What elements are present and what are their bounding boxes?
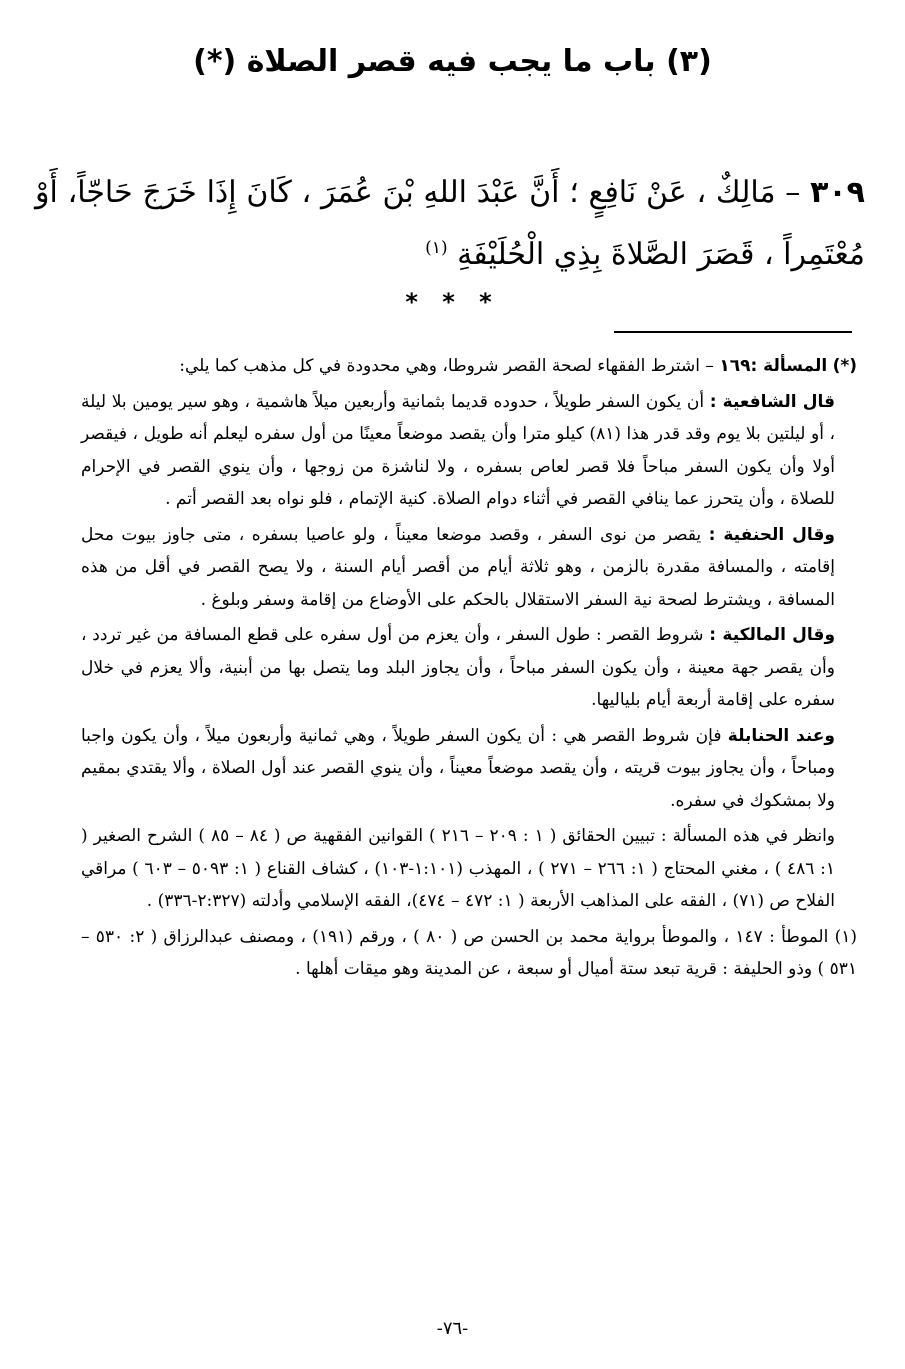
issue-intro [81,350,857,383]
page-number: -٧٦- [436,1318,469,1339]
hadith-block [35,162,865,286]
shafii-paragraph [81,386,857,516]
references-paragraph: وانظر في هذه المسألة : تبيين الحقائق ( ١ : ٢٠٩ – ٢١٦ ) القوانين الفقهية ص ( ٨٤ – ٨٥ ) الشرح الصغير ( ١: ٤٨٦ ) ، مغني المحتاج ( ١: ٢٦٦ – ٢٧١ ) ، المهذب (١:١٠١-١٠٣) ، كشاف القناع ( ١: ٥٠٩٣ – ٦٠٣ ) مراقي الفلاح ص (٧١) ، الفقه على المذاهب الأربعة ( ١: ٤٧٢ – ٤٧٤)، الفقه الإسلامي وأدلته (٢:٣٢٧-٣٣٦) . [81,826,836,911]
hanbali-text: فإن شروط القصر هي : أن يكون السفر طويلاً ، وهي ثمانية وأربعون ميلاً ، وأن يكون واجبا ومباحاً ، وأن يجاوز بيوت قريته ، وأن يقصد موضعاً معيناً ، وأن ينوي القصر عند أول الصلاة ، وألا يقتدي بمقيم ولا بمشكوك في سفره. [81,725,835,811]
hanbali-label: وعند الحنابلة [727,725,835,746]
shafii-text: أن يكون السفر طويلاً ، حدوده قديما بثمانية وأربعين ميلاً هاشمية ، وهو سير يومين بلا ليلة ، أو ليلتين بلا يوم وقد قدر هذا (٨١) كيلو مترا وأن يقصد موضعاً معينًا من أول سفره ليعلم أنه طويل ، فيقصر أولا وأن يكون السفر مباحاً فلا قصر لعاص بسفره ، ولا لناشزة من زوجها ، وأن ينوي القصر في الإحرام للصلاة ، وأن يتحرز عما ينافي القصر في أثناء دوام الصلاة. كنية الإتمام ، فلو نواه بعد القصر أتم . [81,391,835,509]
hanafi-paragraph [81,519,857,617]
hanafi-label: وقال الحنفية : [708,524,835,545]
shafii-label: قال الشافعية : [709,391,835,412]
footnote-number: (١) [834,926,858,947]
chapter-title: (٣) باب ما يجب فيه قصر الصلاة (*) [193,44,712,79]
footnote-paragraph [81,921,857,986]
maliki-paragraph [81,619,857,717]
hadith-footnote-ref: (١) [425,238,448,258]
hanafi-text: يقصر من نوى السفر ، وقصد موضعا معيناً ، ولو عاصيا بسفره ، متى جاوز بيوت محل إقامته ، والمسافة مقدرة بالزمن ، وهو ثلاثة أيام من أقصر أيام السنة ، ولا يصح القصر في أقل من هذه المسافة ، ويشترط لصحة نية السفر الاستقلال بالحكم على الأوضاع من إقامة وسفر وبلوغ . [81,524,835,610]
footnote-divider [614,331,852,333]
hadith-number: ٣٠٩ [810,175,865,210]
maliki-label: وقال المالكية : [709,625,836,645]
maliki-text: شروط القصر : طول السفر ، وأن يعزم من أول سفره على قطع المسافة من غير تردد ، وأن يقصر جهة معينة ، وأن يكون السفر مباحاً ، وأن يجاوز البلد وما يتصل بها من أبنية، وألا يعزم في خلال سفره على إقامة أربعة أيام بلياليها. [81,625,835,710]
issue-intro-text: – اشترط الفقهاء لصحة القصر شروطا، وهي محدودة في كل مذهب كما يلي: [179,356,714,376]
hanbali-paragraph [81,720,857,818]
commentary-marker: (*) [832,356,857,376]
issue-label: المسألة :١٦٩ [719,356,828,376]
footnote-text: الموطأ : ١٤٧ ، والموطأ برواية محمد بن الحسن ص ( ٨٠ ) ، ورقم (١٩١) ، ومصنف عبدالرزاق ( ٢: ٥٣٠ – ٥٣١ ) وذو الحليفة : قرية تبعد ستة أميال أو سبعة ، عن المدينة وهو ميقات أهلها . [81,926,857,979]
section-separator: * * * [405,288,500,316]
commentary-block [81,350,857,989]
hadith-text: – مَالِكٌ ، عَنْ نَافِعٍ ؛ أَنَّ عَبْدَ اللهِ بْنَ عُمَرَ ، كَانَ إِذَا خَرَجَ حَاجّاً، أَوْ مُعْتَمِراً ، قَصَرَ الصَّلاةَ بِذِي الْحُلَيْفَةِ [35,175,865,272]
